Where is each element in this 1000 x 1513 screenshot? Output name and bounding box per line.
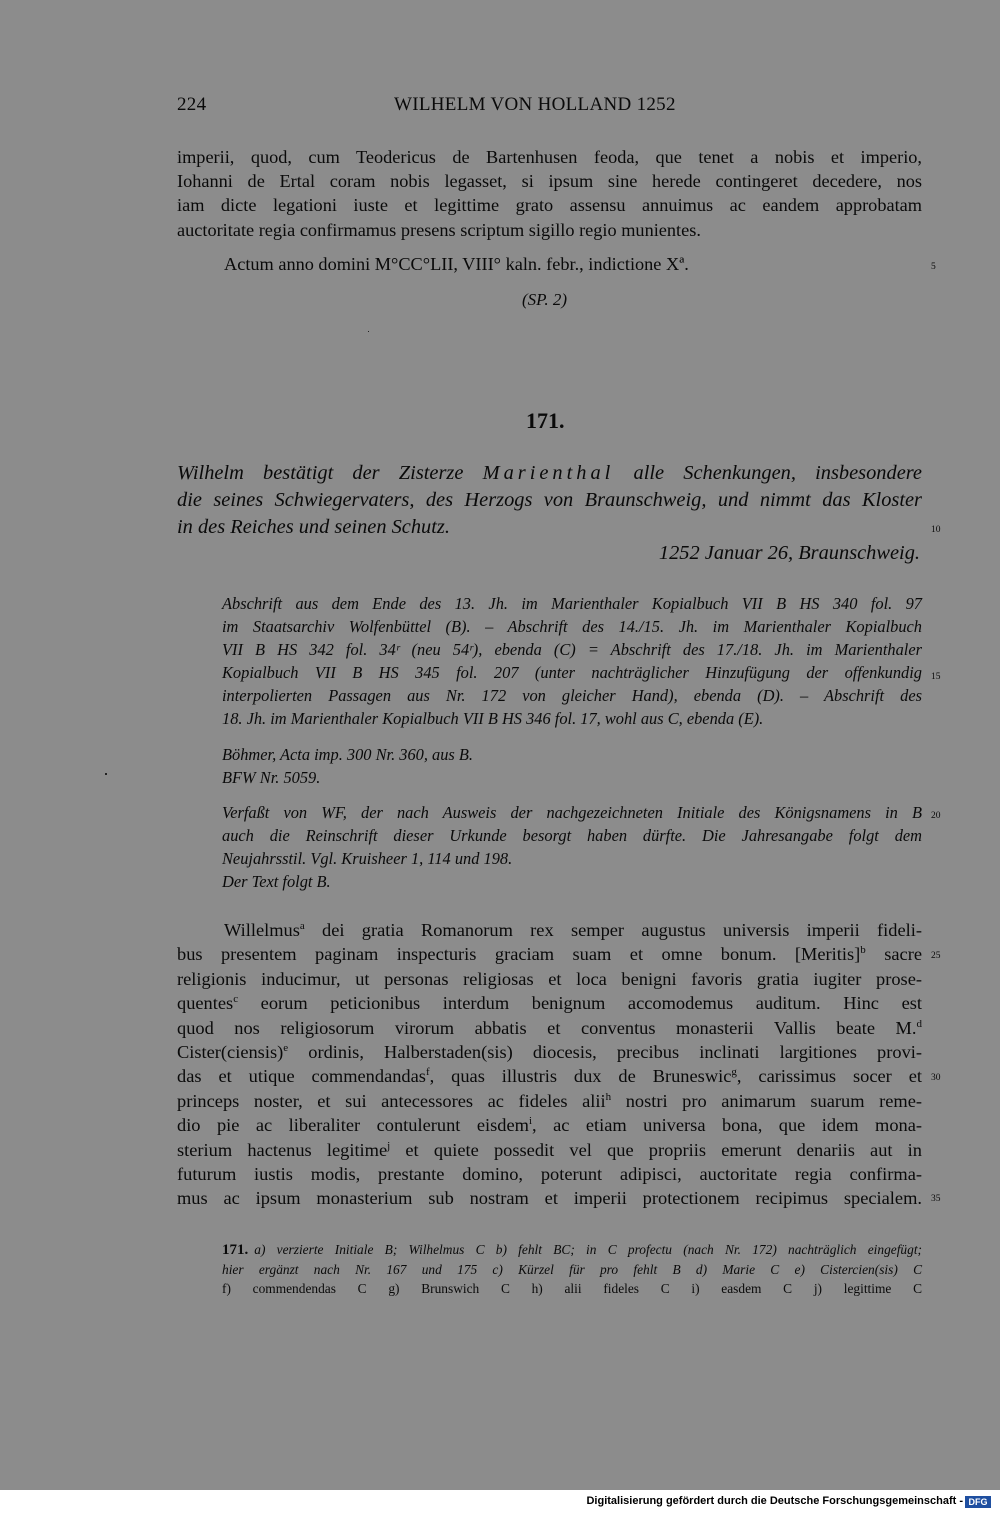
line-number: 15 [931,672,941,682]
footnotes [222,1240,922,1298]
line-number: 10 [931,525,941,535]
line-number: 25 [931,951,941,961]
regest-line: in des Reiches und seinen Schutz. [177,516,450,538]
note-line: BFW Nr. 5059. [222,767,321,787]
line-number: 20 [931,811,941,821]
note-line: interpolierten Passagen aus Nr. 172 von gleicher Hand), ebenda (D). – Abschrift des [222,685,922,705]
charter-line: princeps noster, et sui antecessores ac fideles alii$^h$ nostri pro animarum suarum reme- [177,1090,922,1111]
charter-line: quentes$^c$ eorum peticionibus interdum benignum accomodemus auditum. Hinc est [177,993,922,1014]
remarks-notes [222,802,922,894]
previous-document-text [177,145,922,242]
line-number: 35 [931,1194,941,1204]
note-line: im Staatsarchiv Wolfenbüttel (B). – Abschrift des 14./15. Jh. im Marienthaler Kopialbuch [222,616,922,636]
charter-line: Willelmus$^a$ dei gratia Romanorum rex semper augustus universis imperii fideli- [224,919,922,940]
note-line: Böhmer, Acta imp. 300 Nr. 360, aus B. [222,745,474,764]
page-number: 224 [177,94,207,115]
regest-line: die seines Schwiegervaters, des Herzogs von Braunschweig, und nimmt das Kloster [177,489,922,511]
dfg-logo[interactable]: DFG [965,1496,991,1508]
charter-line: dio pie ac liberaliter contulerunt eisdem$^i$, ac etiam universa bona, que idem mona- [177,1115,922,1136]
note-line: Verfaßt von WF, der nach Ausweis der nachgezeichneten Initiale des Königsnamens in B [222,803,922,822]
note-line: 18. Jh. im Marienthaler Kopialbuch VII B HS 346 fol. 17, wohl aus C, ebenda (E). [222,708,764,728]
note-line: VII B HS 342 fol. 34ʳ (neu 54ʳ), ebenda (C) = Abschrift des 17./18. Jh. im Marienthaler [222,639,922,659]
footnote-doc-number: 171. [222,1242,249,1258]
text-line: Iohanni de Ertal coram nobis legasset, si ipsum sine herede contingeret decedere, nos [177,171,922,192]
regest-text: alle Schenkungen, insbesondere [614,462,922,484]
regest-line [177,460,922,487]
place-name-spaced: Marienthal [482,462,615,484]
regest-text: Wilhelm bestätigt der Zisterze [177,462,483,484]
note-line: auch die Reinschrift dieser Urkunde besorgt haben dürfte. Die Jahresangabe folgt dem [222,825,922,845]
seal-note: (SP. 2) [522,290,568,309]
note-line: Neujahrsstil. Vgl. Kruisheer 1, 114 und 198. [222,848,513,868]
tradition-notes [222,593,922,730]
note-line: Abschrift aus dem Ende des 13. Jh. im Marienthaler Kopialbuch VII B HS 340 fol. 97 [222,594,922,613]
regest [177,460,922,541]
date-place: 1252 Januar 26, Braunschweig. [658,542,920,564]
charter-line: Cister(ciensis)$^e$ ordinis, Halberstaden(sis) diocesis, precibus inclinati largitiones provi- [177,1041,922,1063]
line-number: 5 [931,262,936,272]
charter-line: mus ac ipsum monasterium sub nostram et imperii protectionem recipimus specialem. [177,1188,922,1209]
literature-notes [222,744,922,790]
footnote-line: hier ergänzt nach Nr. 167 und 175 c) Kürzel für pro fehlt B d) Marie C e) Cistercien(sis) C [222,1262,922,1277]
running-title: WILHELM VON HOLLAND 1252 [394,94,676,115]
note-line: Kopialbuch VII B HS 345 fol. 207 (unter nachträglicher Hinzufügung der offenkundig [222,662,922,682]
actum-clause: Actum anno domini M°CC°LII, VIII° kaln. febr., indictione Xª. [224,254,689,274]
charter-line: religionis inducimur, ut personas religiosas et loca benigni favoris gratia iugiter prose- [177,968,922,989]
footnote-text: a) verzierte Initiale B; Wilhelmus C b) fehlt BC; in C profectu (nach Nr. 172) nachträglich eingefügt; [254,1242,922,1257]
charter-line: futurum iustis modis, prestante domino, poterunt adipisci, auctoritate regia confirma- [177,1164,922,1185]
note-line: Der Text folgt B. [222,871,331,891]
document-number: 171. [526,408,565,433]
charter-line: bus presentem paginam inspecturis graciam suam et omne bonum. [Meritis]$^b$ sacre [177,944,923,965]
funding-credit: Digitalisierung gefördert durch die Deutsche Forschungsgemeinschaft - [586,1495,963,1507]
speck [105,773,107,775]
text-line: imperii, quod, cum Teodericus de Bartenhusen feoda, que tenet a nobis et imperio, [177,147,922,167]
charter-line: sterium hactenus legitime$^j$ et quiete possedit vel que propriis emerunt denariis aut in [177,1139,922,1160]
charter-line: quod nos religiosorum virorum abbatis et conventus monasterii Vallis beate M.$^d$ [177,1017,922,1038]
text-line: iam dicte legationi iuste et legittime grato assensu annuimus ac eandem approbatam [177,195,922,216]
line-number: 30 [931,1073,941,1083]
footnote-line: f) commendendas C g) Brunswich C h) alii fideles C i) easdem C j) legittime C [222,1281,922,1296]
speck [368,331,369,332]
footnote-line [222,1240,922,1260]
text-line: auctoritate regia confirmamus presens scriptum sigillo regio munientes. [177,219,701,240]
charter-line: das et utique commendandas$^f$, quas illustris dux de Bruneswic$^g$, carissimus socer et [177,1066,923,1087]
charter-text [177,918,922,1211]
